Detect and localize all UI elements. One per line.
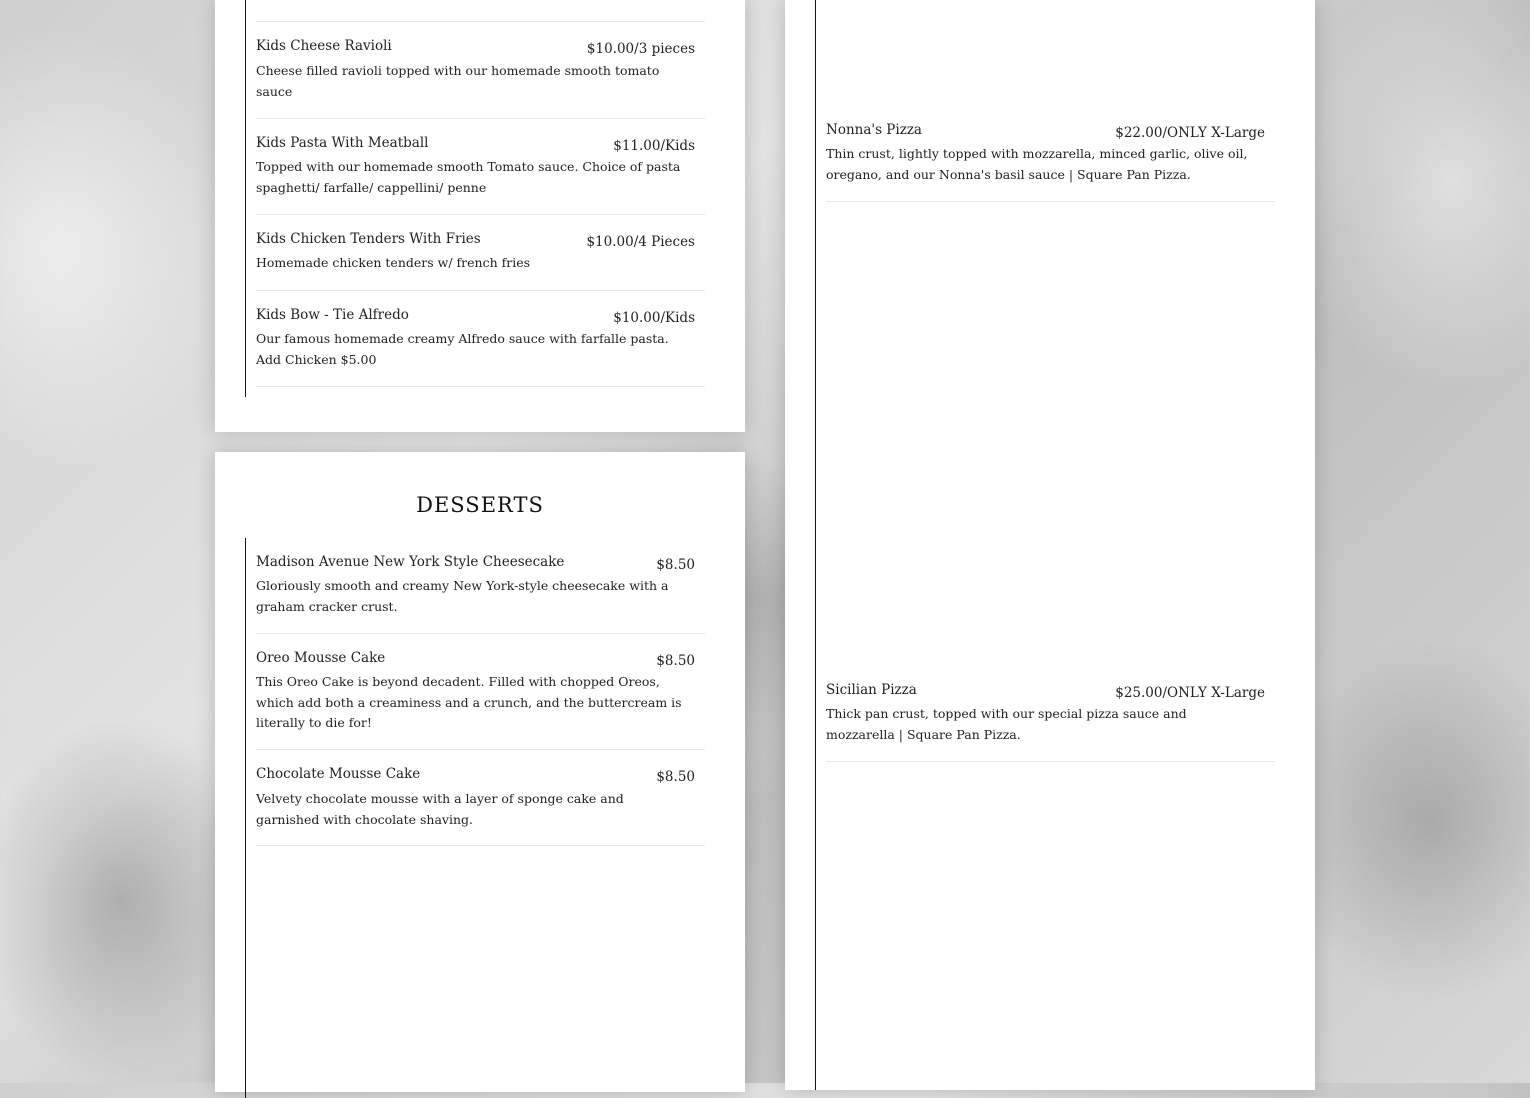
item-price: $11.00/Kids: [613, 138, 695, 154]
item-description: This Oreo Cake is beyond decadent. Filled with chopped Oreos, which add both a creaminess and a crunch, and the buttercream is literally to die for!: [256, 674, 682, 730]
item-price: $25.00/ONLY X-Large: [1115, 685, 1265, 701]
pizza-menu-panel: [785, 0, 1315, 1090]
item-description: Topped with our homemade smooth Tomato sauce. Choice of pasta spaghetti/ farfalle/ cappellini/ penne: [256, 159, 681, 195]
item-name: Madison Avenue New York Style Cheesecake: [256, 554, 565, 570]
section-title-desserts: DESSERTS: [416, 493, 544, 517]
item-divider: [256, 21, 705, 22]
item-description: Gloriously smooth and creamy New York-style cheesecake with a graham cracker crust.: [256, 578, 669, 614]
item-divider: [826, 761, 1275, 762]
item-name: Kids Bow - Tie Alfredo: [256, 307, 409, 323]
item-description: Our famous homemade creamy Alfredo sauce with farfalle pasta. Add Chicken $5.00: [256, 331, 669, 367]
item-name: Sicilian Pizza: [826, 682, 917, 698]
kids-menu-panel: [215, 0, 745, 432]
item-description: Homemade chicken tenders w/ french fries: [256, 255, 531, 270]
item-divider: [256, 749, 705, 750]
item-name: Nonna's Pizza: [826, 122, 922, 138]
item-divider: [256, 845, 705, 846]
item-name: Kids Chicken Tenders With Fries: [256, 231, 481, 247]
item-price: $10.00/Kids: [613, 310, 695, 326]
item-divider: [256, 290, 705, 291]
panel-left-rule: [815, 0, 816, 1090]
item-price: $8.50: [656, 557, 695, 573]
item-price: $10.00/3 pieces: [586, 41, 695, 57]
panel-left-rule: [245, 0, 246, 397]
item-description: Velvety chocolate mousse with a layer of sponge cake and garnished with chocolate shaving.: [256, 791, 624, 827]
item-divider: [256, 214, 705, 215]
item-divider: [256, 118, 705, 119]
item-divider: [826, 201, 1275, 202]
item-price: $8.50: [656, 653, 695, 669]
item-description: Cheese filled ravioli topped with our homemade smooth tomato sauce: [256, 63, 660, 99]
item-description: Thin crust, lightly topped with mozzarella, minced garlic, olive oil, oregano, and our Nonna's basil sauce | Square Pan Pizza.: [826, 146, 1248, 182]
item-name: Kids Pasta With Meatball: [256, 135, 429, 151]
item-price: $10.00/4 Pieces: [586, 234, 695, 250]
item-name: Oreo Mousse Cake: [256, 650, 386, 666]
panel-left-rule: [245, 538, 246, 1098]
item-name: Kids Cheese Ravioli: [256, 38, 392, 54]
item-name: Chocolate Mousse Cake: [256, 766, 421, 782]
desserts-menu-panel: [215, 452, 745, 1092]
item-price: $22.00/ONLY X-Large: [1115, 125, 1265, 141]
item-description: Thick pan crust, topped with our special pizza sauce and mozzarella | Square Pan Pizza.: [826, 706, 1187, 742]
item-price: $8.50: [656, 769, 695, 785]
item-divider: [256, 386, 705, 387]
item-divider: [256, 633, 705, 634]
